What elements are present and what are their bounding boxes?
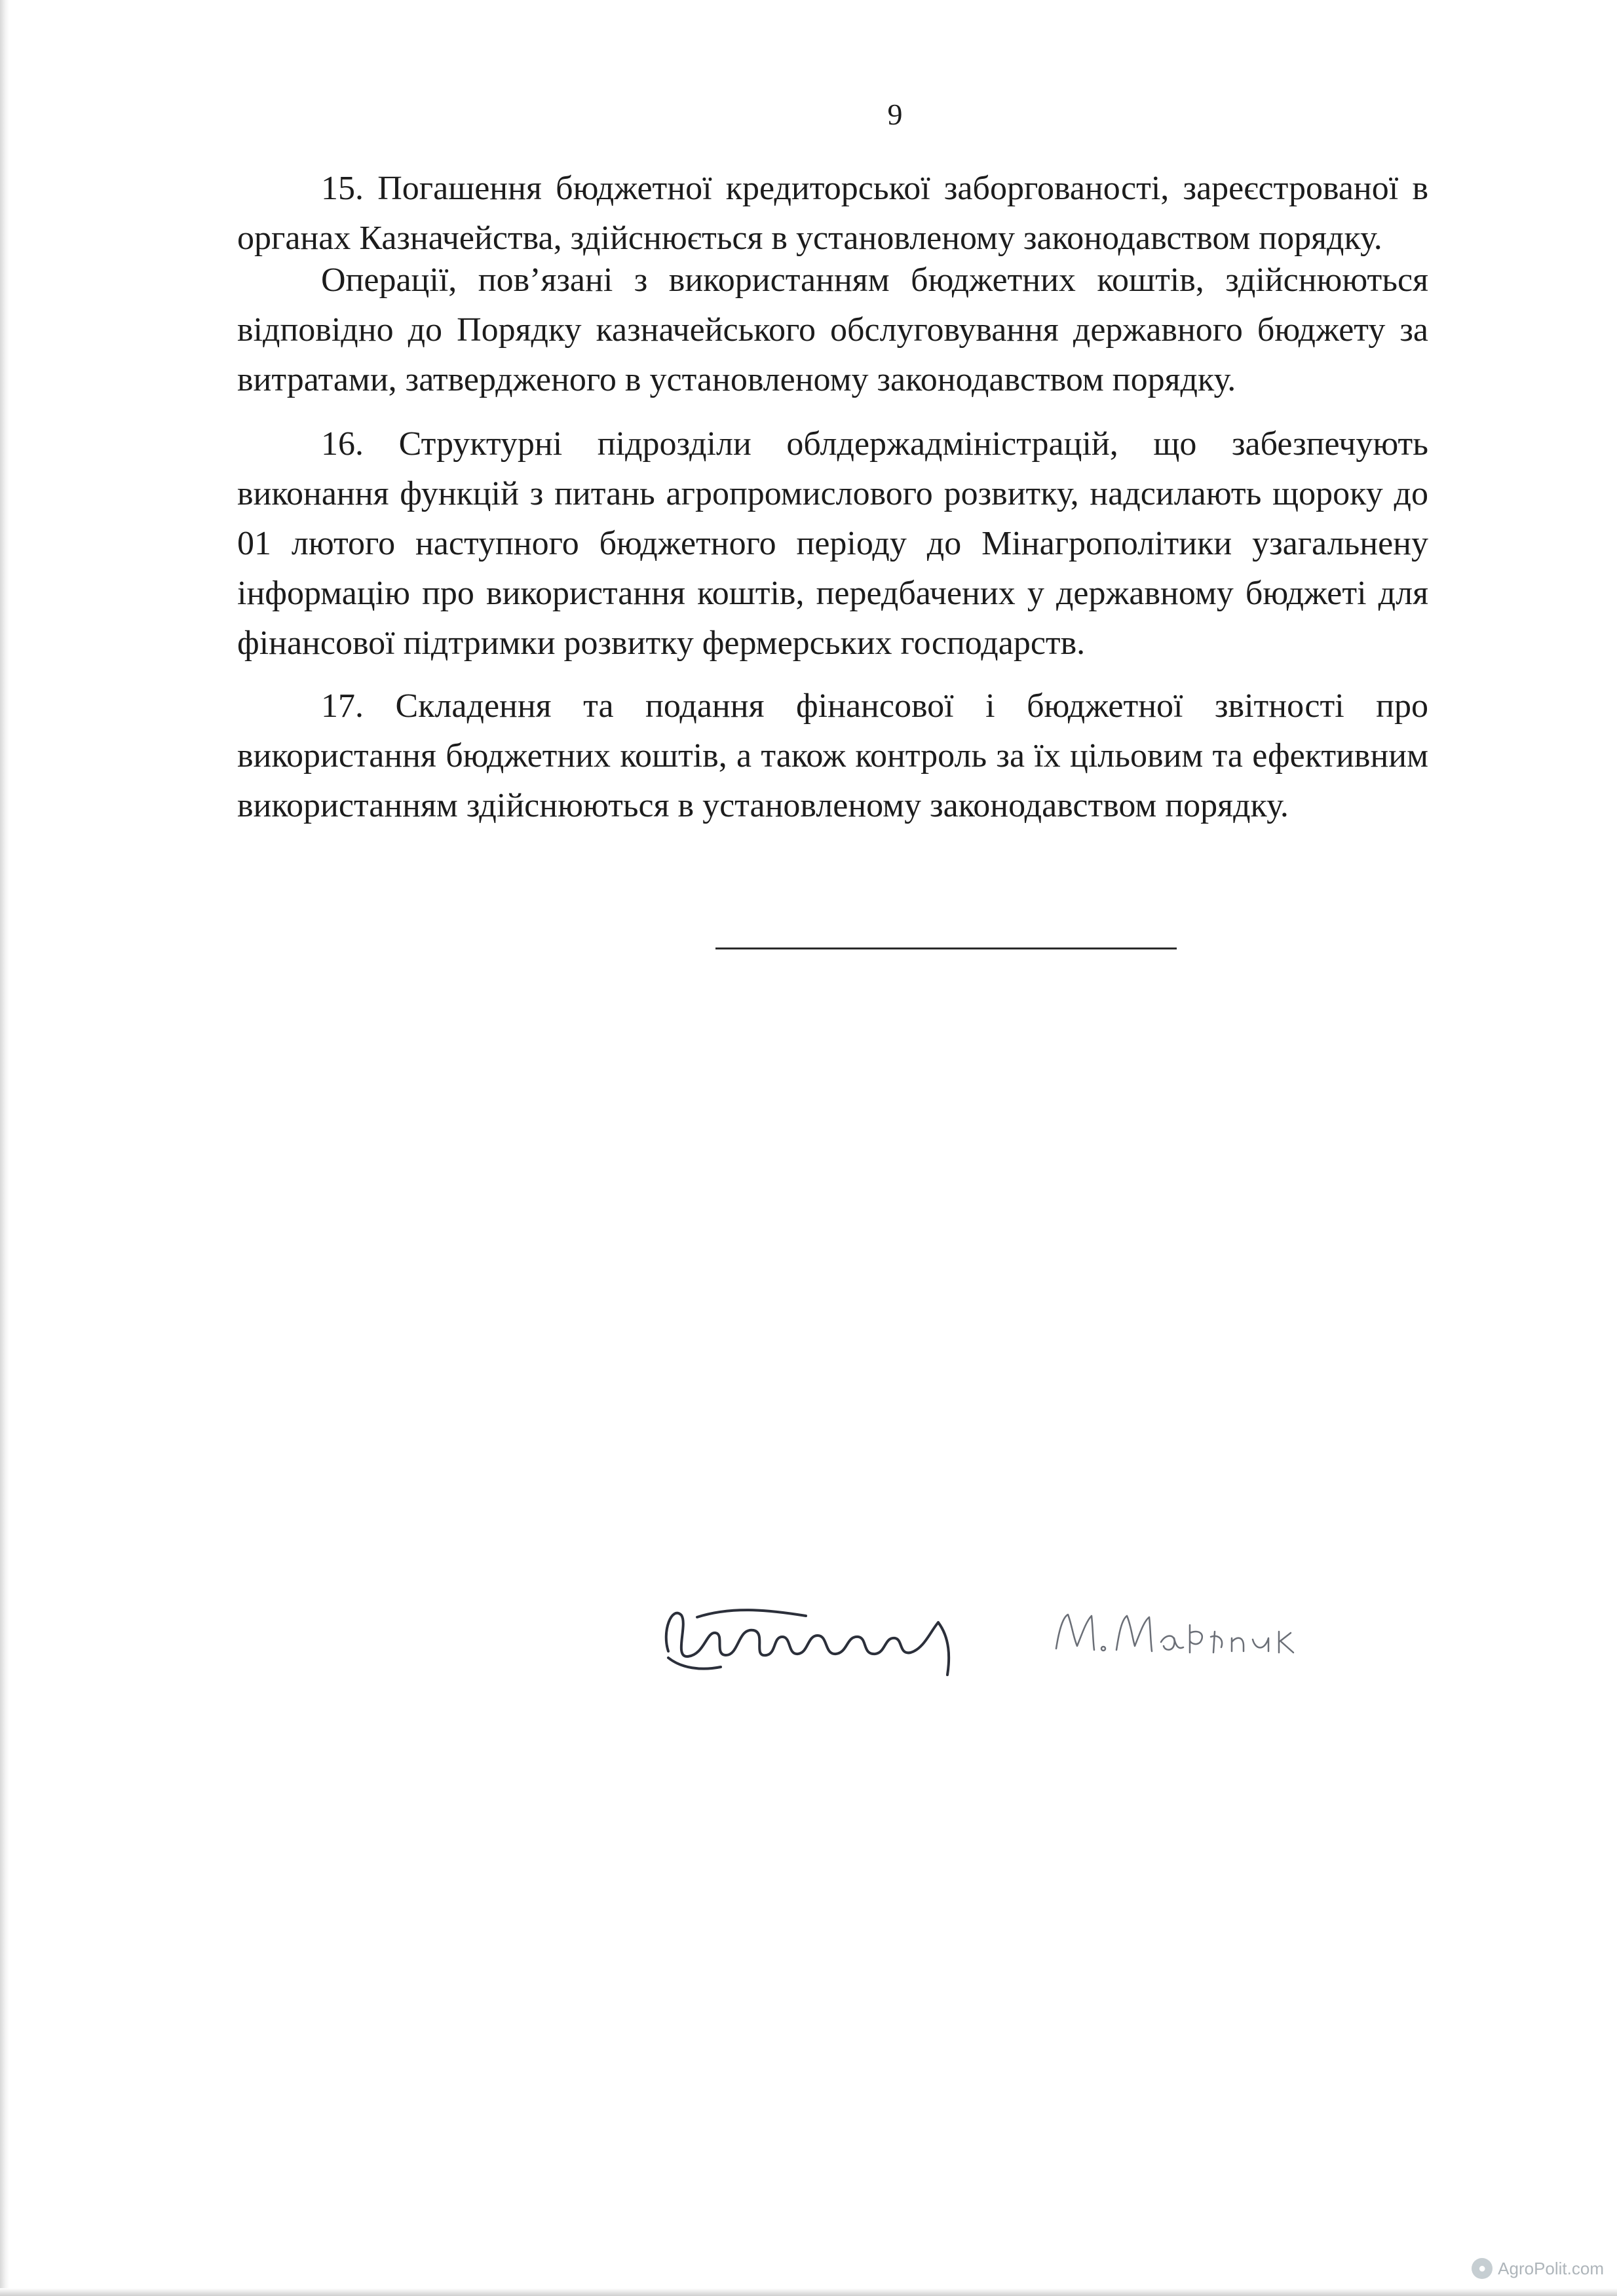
- watermark-logo-icon: ●: [1472, 2258, 1493, 2279]
- scan-edge-shadow: [0, 0, 9, 2296]
- paragraph-15-operations-text: Операції, пов’язані з використанням бюджетних коштів, здійснюються відповідно до Порядку казначейського обслуговування державного бюджету за витратами, затвердженого в установленому законодавством порядку.: [237, 261, 1428, 398]
- watermark: [1472, 2257, 1604, 2280]
- signature-block: [642, 1559, 1389, 1704]
- handwritten-signature: [666, 1610, 949, 1675]
- end-of-text-rule: [715, 947, 1177, 949]
- paragraph-17-text: 17. Складення та подання фінансової і бюджетної звітності про використання бюджетних коштів, а також контроль за їх цільовим та ефективним використанням здійснюються в установленому законодавством порядку.: [237, 687, 1428, 824]
- watermark-text: AgroPolit.com: [1498, 2258, 1604, 2278]
- paragraph-16-text: 16. Структурні підрозділи облдержадміністрацій, що забезпечують виконання функцій з питань агропромислового розвитку, надсилають щороку до 01 лютого наступного бюджетного періоду до Мінагрополітики узагальнену інформацію про використання коштів, передбачених у державному бюджеті для фінансової підтримки розвитку фермерських господарств.: [237, 425, 1428, 662]
- paragraph-17: [237, 681, 1428, 831]
- paragraph-16: [237, 419, 1428, 668]
- paragraph-15-text: 15. Погашення бюджетної кредиторської заборгованості, зареєстрованої в органах Казначейства, здійснюється в установленому законодавством порядку.: [237, 170, 1428, 257]
- paragraph-15: [237, 164, 1428, 263]
- signatory-handwritten-name: [1056, 1615, 1293, 1653]
- paragraph-15-operations: [237, 256, 1428, 405]
- scan-bottom-shadow: [0, 2288, 1617, 2296]
- page-number: 9: [887, 98, 903, 131]
